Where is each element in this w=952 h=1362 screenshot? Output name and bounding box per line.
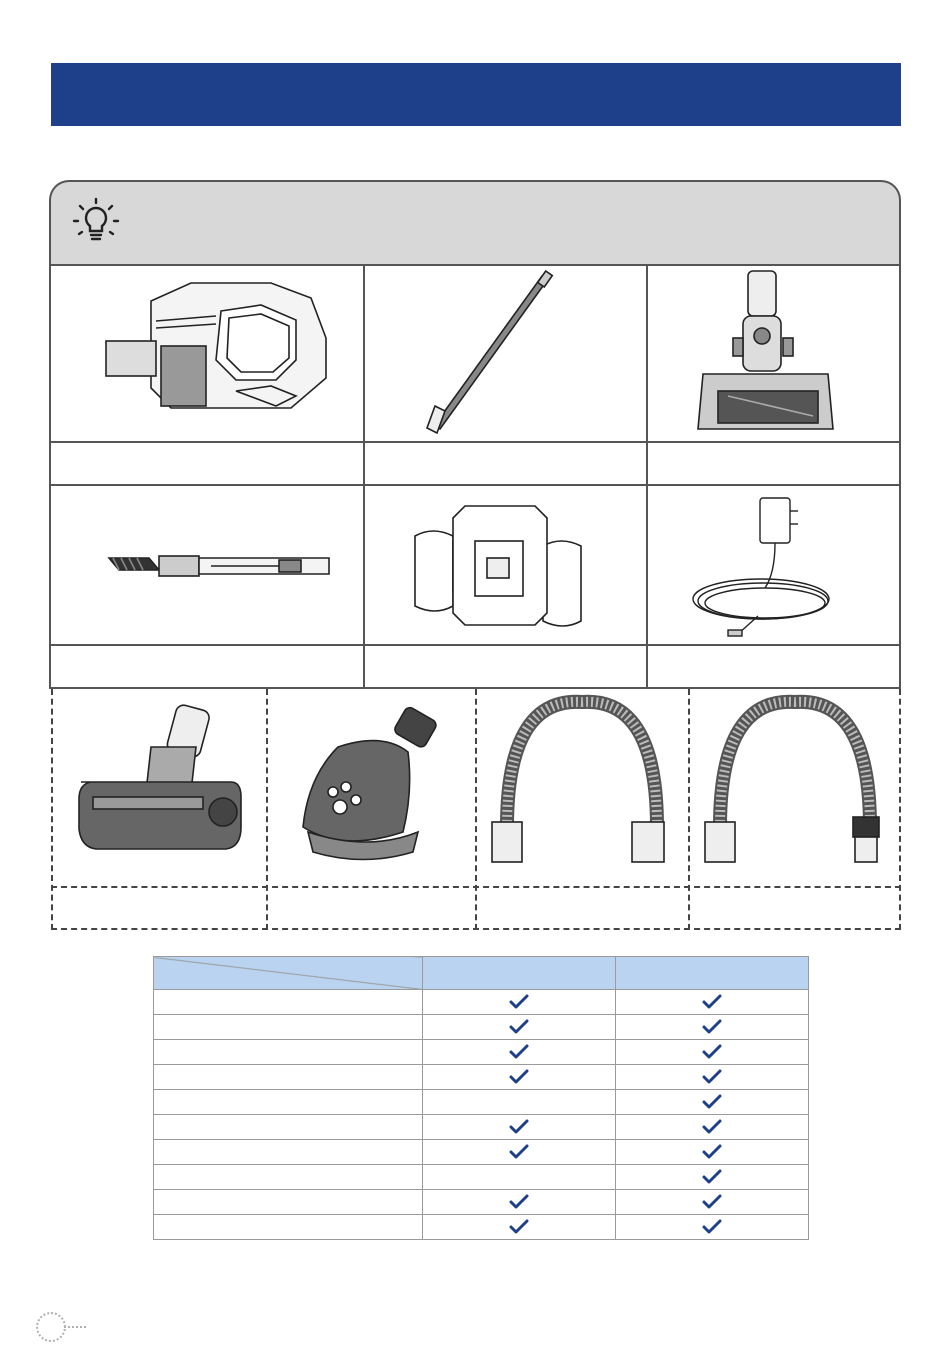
table-row-label — [154, 1040, 423, 1065]
table-cell-empty — [422, 1165, 616, 1190]
part-label — [648, 443, 899, 484]
wall-mount-bracket-image — [365, 486, 646, 644]
checkmark-icon — [422, 1215, 616, 1240]
table-header-row — [154, 957, 809, 990]
table-column-header — [616, 957, 809, 990]
floor-brush-head-image — [648, 266, 899, 441]
table-corner-header — [154, 957, 423, 990]
mini-motorized-brush-image — [53, 692, 265, 884]
table-row-label — [154, 1190, 423, 1215]
checkmark-icon — [422, 1140, 616, 1165]
part-label — [51, 646, 363, 689]
checkmark-icon — [616, 1015, 809, 1040]
checkmark-icon — [616, 1090, 809, 1115]
table-row-label — [154, 1215, 423, 1240]
table-row — [154, 1015, 809, 1040]
section-header-bar — [51, 63, 901, 126]
part-label — [648, 646, 899, 689]
table-row-label — [154, 1115, 423, 1140]
checkmark-icon — [422, 1015, 616, 1040]
table-row — [154, 1065, 809, 1090]
page-number-badge — [36, 1312, 66, 1342]
checkmark-icon — [616, 1140, 809, 1165]
checkmark-icon — [422, 1115, 616, 1140]
model-accessory-table — [153, 956, 809, 1240]
checkmark-icon — [616, 1115, 809, 1140]
checkmark-icon — [616, 1165, 809, 1190]
page-number-line — [64, 1326, 86, 1328]
table-row — [154, 1090, 809, 1115]
lightbulb-icon — [70, 196, 122, 248]
part-label — [690, 888, 899, 928]
part-label — [268, 888, 474, 928]
table-row — [154, 1140, 809, 1165]
flexible-hose-adapter-image — [690, 692, 899, 884]
part-label — [365, 646, 646, 689]
tip-banner — [49, 180, 901, 264]
checkmark-icon — [616, 990, 809, 1015]
checkmark-icon — [616, 1065, 809, 1090]
checkmark-icon — [616, 1040, 809, 1065]
crevice-tool-image — [51, 486, 363, 644]
part-label — [365, 443, 646, 484]
table-row — [154, 1115, 809, 1140]
table-column-header — [422, 957, 616, 990]
extension-tube-image — [365, 266, 646, 441]
part-label — [477, 888, 687, 928]
table-row — [154, 1165, 809, 1190]
table-row-label — [154, 1090, 423, 1115]
checkmark-icon — [616, 1215, 809, 1240]
checkmark-icon — [422, 990, 616, 1015]
table-row-label — [154, 1015, 423, 1040]
checkmark-icon — [422, 1065, 616, 1090]
table-row-label — [154, 990, 423, 1015]
part-label — [51, 443, 363, 484]
checkmark-icon — [422, 1040, 616, 1065]
handheld-vacuum-body-image — [51, 266, 363, 441]
checkmark-icon — [616, 1190, 809, 1215]
table-row-label — [154, 1140, 423, 1165]
checkmark-icon — [422, 1190, 616, 1215]
table-row — [154, 1215, 809, 1240]
charger-adapter-image — [648, 486, 899, 644]
table-row-label — [154, 1065, 423, 1090]
flexible-hose-image — [477, 692, 687, 884]
table-row — [154, 990, 809, 1015]
table-cell-empty — [422, 1090, 616, 1115]
table-row — [154, 1040, 809, 1065]
table-row — [154, 1190, 809, 1215]
part-label — [53, 888, 265, 928]
pet-grooming-brush-image — [268, 692, 474, 884]
table-row-label — [154, 1165, 423, 1190]
